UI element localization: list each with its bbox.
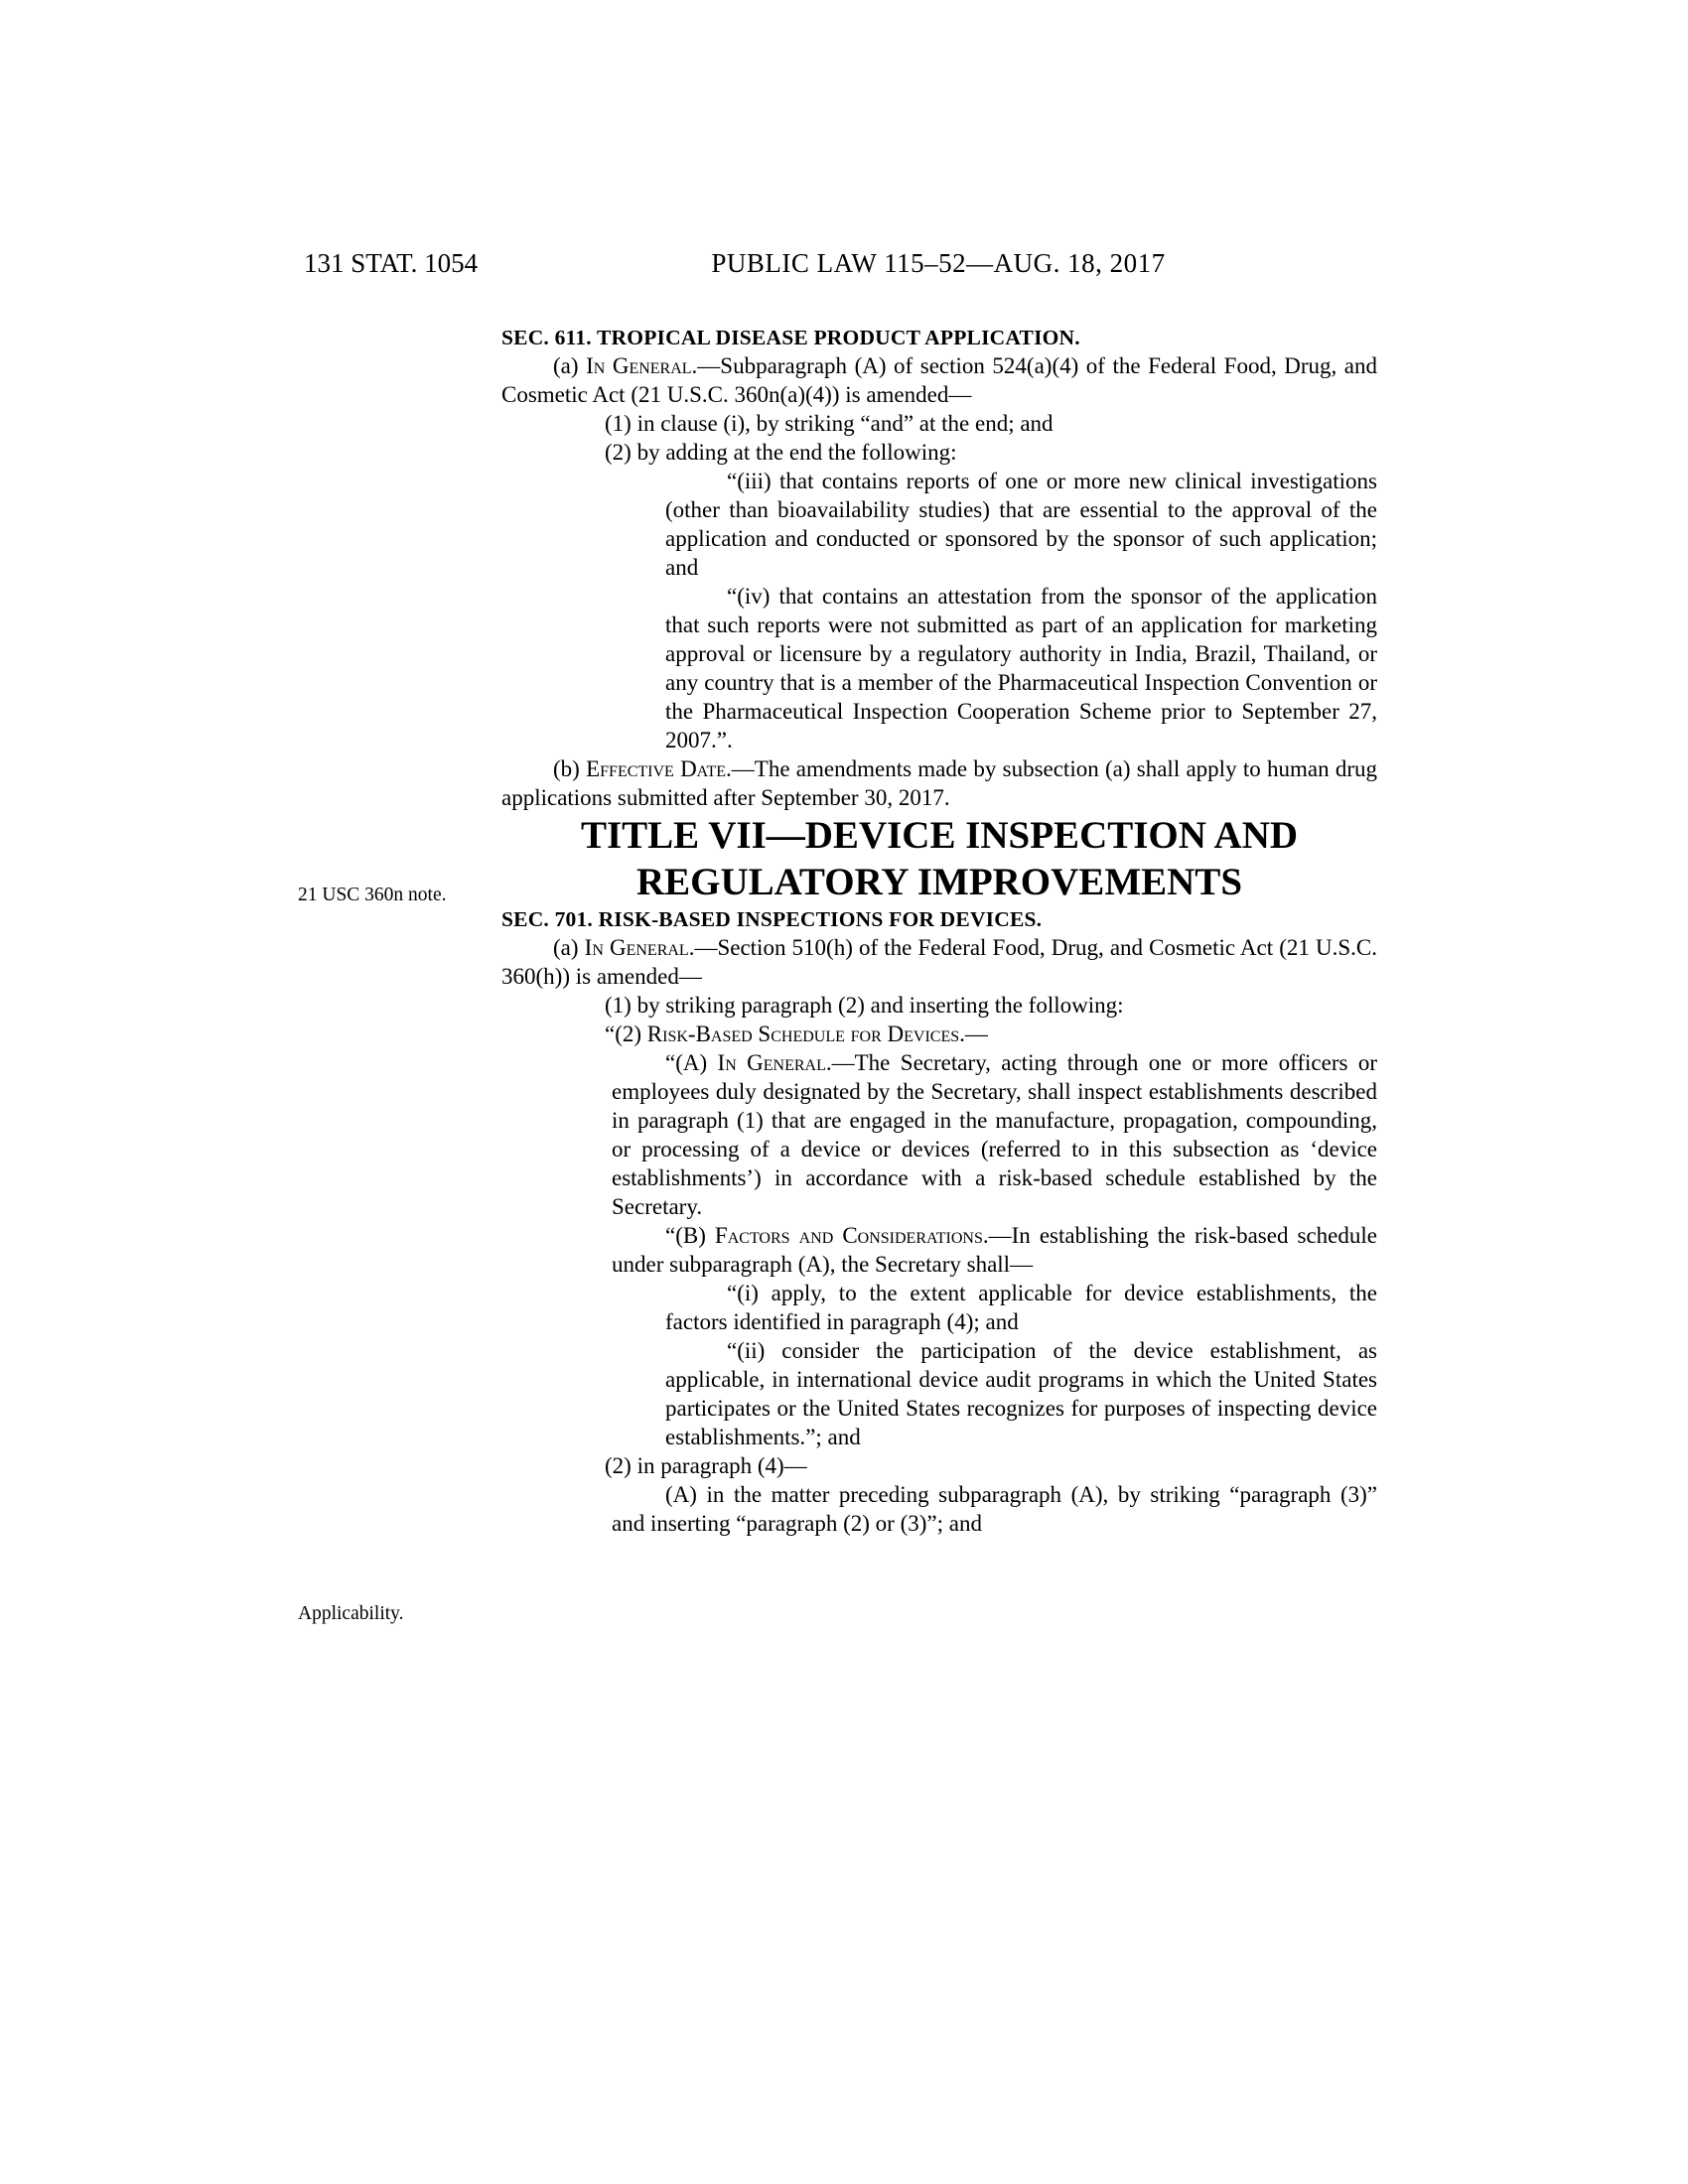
text-segment: (A) in the matter preceding subparagraph (A), by striking “paragraph (3)” and inserting “paragraph (2) or (3)”; and bbox=[612, 1482, 1377, 1536]
text-segment: SEC. 701. RISK-BASED INSPECTIONS FOR DEVICES. bbox=[501, 907, 1043, 931]
quote-subpara-B-factors bbox=[501, 1221, 1377, 1279]
text-segment: “(A) bbox=[665, 1050, 718, 1075]
title-line: REGULATORY IMPROVEMENTS bbox=[635, 861, 1243, 903]
text-segment: (a) bbox=[553, 353, 587, 378]
law-header-title: PUBLIC LAW 115–52—AUG. 18, 2017 bbox=[711, 248, 1166, 278]
small-caps-term: Effective Date bbox=[586, 756, 727, 781]
text-segment: SEC. 611. TROPICAL DISEASE PRODUCT APPLICATION. bbox=[501, 326, 1080, 349]
quote-clause-iii bbox=[501, 467, 1377, 582]
text-segment: .—Subparagraph (A) of section 524(a)(4) of the Federal Food, Drug, and Cosmetic Act (21 U.S.C. 360n(a)(4)) is amended— bbox=[501, 353, 1377, 407]
small-caps-term: In General bbox=[584, 935, 689, 960]
para-a-701 bbox=[501, 933, 1377, 991]
text-segment: .— bbox=[959, 1022, 988, 1046]
item-2-611 bbox=[501, 438, 1377, 467]
text-segment: (1) by striking paragraph (2) and inserting the following: bbox=[605, 993, 1124, 1018]
quote-subpara-A-in-general bbox=[501, 1048, 1377, 1221]
stat-page-number: 131 STAT. 1054 bbox=[304, 248, 479, 278]
quote-clause-i bbox=[501, 1279, 1377, 1336]
item-2-701 bbox=[501, 1451, 1377, 1480]
content-column bbox=[501, 324, 1377, 1538]
text-segment: “(ii) consider the participation of the device establishment, as applicable, in international device audit programs in which the United States participates or the United States recognizes for purposes of inspecting device establishments.”; and bbox=[665, 1338, 1377, 1449]
section-heading-611 bbox=[501, 324, 1377, 351]
text-segment: (2) by adding at the end the following: bbox=[605, 440, 957, 465]
text-segment: (b) bbox=[553, 756, 587, 781]
text-segment: (2) in paragraph (4)— bbox=[605, 1453, 807, 1478]
text-segment: “(iv) that contains an attestation from the sponsor of the application that such reports were not submitted as part of an application for marketing approval or licensure by a regulatory authority in India, Brazil, Thailand, or any country that is a member of the Pharmaceutical Inspection Convention or the Pharmaceutical Inspection Cooperation Scheme prior to September 27, 2007.”. bbox=[665, 584, 1377, 752]
subitem-A-701 bbox=[501, 1480, 1377, 1538]
text-segment: “(i) apply, to the extent applicable for device establishments, the factors identified in paragraph (4); and bbox=[665, 1281, 1377, 1334]
small-caps-term: In General bbox=[586, 353, 692, 378]
para-b-611 bbox=[501, 754, 1377, 812]
text-segment: .—The amendments made by subsection (a) shall apply to human drug applications submitted after September 30, 2017. bbox=[501, 756, 1377, 810]
small-caps-term: In General bbox=[717, 1050, 826, 1075]
text-segment: .—The Secretary, acting through one or more officers or employees duly designated by the Secretary, shall inspect establishments described in paragraph (1) that are engaged in the manufacture, propagation, compounding, or processing of a device or devices (referred to in this subsection as ‘device establishments’) in accordance with a risk-based schedule established by the Secretary. bbox=[612, 1050, 1377, 1219]
text-segment: (1) in clause (i), by striking “and” at the end; and bbox=[605, 411, 1054, 436]
text-segment: “(iii) that contains reports of one or more new clinical investigations (other than bioavailability studies) that are essential to the approval of the application and conducted or sponsored by the sponsor of such application; and bbox=[665, 469, 1377, 580]
margin-note: Applicability. bbox=[298, 1603, 404, 1624]
para-a-611 bbox=[501, 351, 1377, 409]
item-1-611 bbox=[501, 409, 1377, 438]
title-line: TITLE VII—DEVICE INSPECTION AND bbox=[580, 814, 1299, 857]
title-vii-heading bbox=[501, 812, 1377, 905]
text-segment: “(2) bbox=[605, 1022, 647, 1046]
small-caps-term: Risk-Based Schedule for Devices bbox=[646, 1022, 960, 1046]
small-caps-term: Factors and Considerations bbox=[714, 1223, 983, 1248]
quote-para-2-risk-based bbox=[501, 1020, 1377, 1048]
section-heading-701 bbox=[501, 905, 1377, 933]
text-segment: (a) bbox=[553, 935, 585, 960]
margin-note: 21 USC 360n note. bbox=[298, 885, 447, 905]
text-segment: .—Section 510(h) of the Federal Food, Drug, and Cosmetic Act (21 U.S.C. 360(h)) is amended— bbox=[501, 935, 1377, 989]
quote-clause-ii bbox=[501, 1336, 1377, 1451]
text-segment: .—In establishing the risk-based schedule under subparagraph (A), the Secretary shall— bbox=[612, 1223, 1377, 1277]
quote-clause-iv bbox=[501, 582, 1377, 754]
text-segment: “(B) bbox=[665, 1223, 715, 1248]
item-1-701 bbox=[501, 991, 1377, 1020]
